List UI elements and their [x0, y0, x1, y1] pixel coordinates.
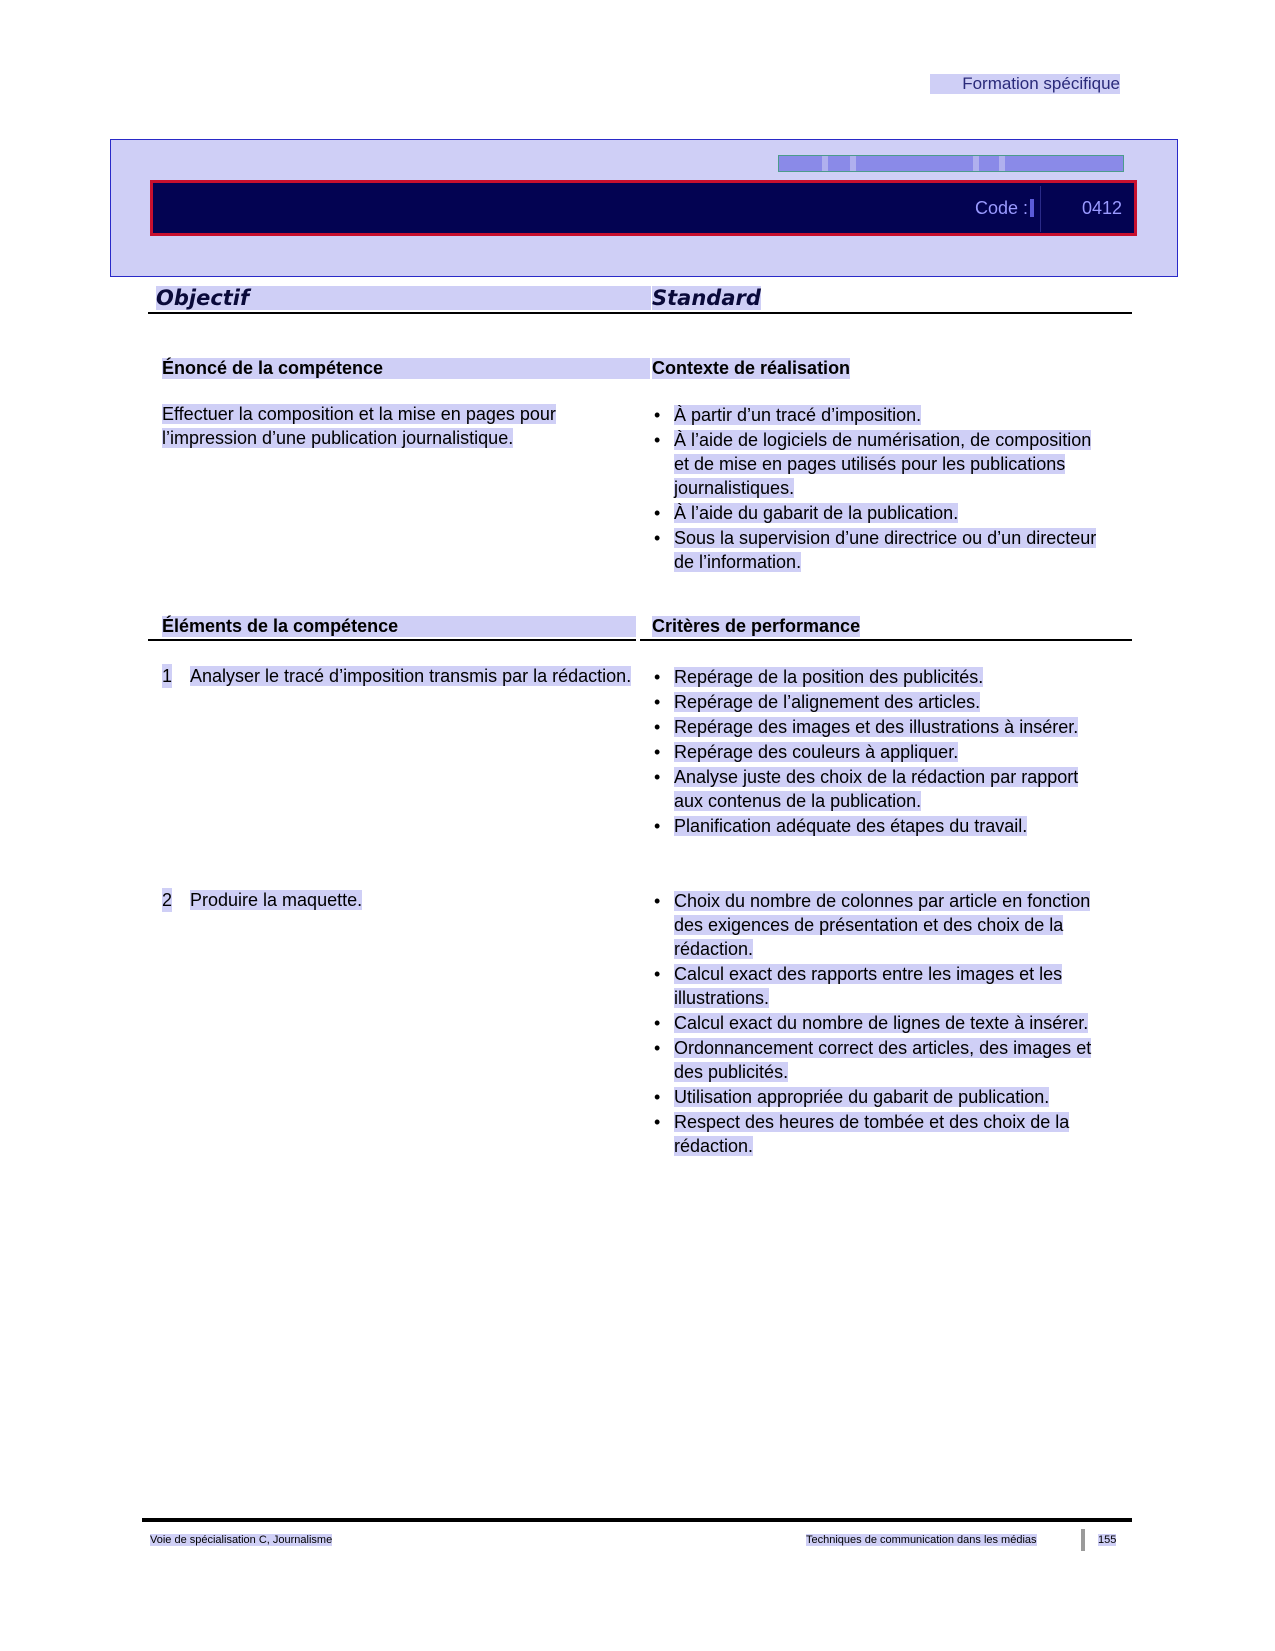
list-item: • Choix du nombre de colonnes par article en fonction des exigences de présentation et des choix de la rédaction. — [654, 891, 1091, 959]
list-item: • À partir d’un tracé d’imposition. — [654, 405, 922, 425]
code-label: Code : — [975, 198, 1029, 218]
competency-code — [972, 198, 1130, 220]
heading-rule — [148, 312, 1132, 314]
standard-heading: Standard — [652, 286, 761, 310]
elements-rule — [148, 639, 636, 641]
list-item: • À l’aide du gabarit de la publication. — [654, 503, 959, 523]
banner-strip — [778, 155, 1124, 172]
list-item: • Repérage de l’alignement des articles. — [654, 692, 981, 712]
element-2 — [162, 888, 642, 912]
statement-text — [162, 402, 650, 450]
context-heading: Contexte de réalisation — [652, 358, 851, 378]
element-1 — [162, 664, 642, 688]
list-item: • Calcul exact des rapports entre les images et les illustrations. — [654, 964, 1063, 1008]
element-text: Analyser le tracé d’imposition transmis par la rédaction. — [190, 666, 632, 686]
list-item: • Sous la supervision d’une directrice ou d’un directeur de l’information. — [654, 528, 1097, 572]
list-item: • À l’aide de logiciels de numérisation, de composition et de mise en pages utilisés pour les publications journalistiques. — [654, 430, 1092, 498]
footer-program: Voie de spécialisation C, Journalisme — [150, 1534, 333, 1546]
criteria-list-1 — [652, 665, 1102, 839]
elements-heading: Éléments de la compétence — [162, 616, 636, 637]
criteria-heading: Critères de performance — [652, 616, 861, 636]
element-number: 1 — [162, 666, 173, 686]
statement-text-line1: Effectuer la composition et la mise en pages pour — [162, 404, 556, 424]
statement-heading: Énoncé de la compétence — [162, 358, 650, 379]
list-item: • Repérage de la position des publicités. — [654, 667, 984, 687]
statement-text-line2: l’impression d’une publication journalistique. — [162, 428, 514, 448]
list-item: • Calcul exact du nombre de lignes de texte à insérer. — [654, 1013, 1089, 1033]
context-list — [652, 403, 1102, 575]
list-item: • Repérage des couleurs à appliquer. — [654, 742, 959, 762]
element-text: Produire la maquette. — [190, 890, 363, 910]
element-number: 2 — [162, 890, 173, 910]
list-item: • Planification adéquate des étapes du travail. — [654, 816, 1028, 836]
code-separator — [1030, 199, 1034, 217]
list-item: • Utilisation appropriée du gabarit de publication. — [654, 1087, 1050, 1107]
criteria-rule — [640, 639, 1132, 641]
section-label: Formation spécifique — [930, 74, 1120, 94]
page-number: 155 — [1098, 1534, 1117, 1546]
list-item: • Analyse juste des choix de la rédaction par rapport aux contenus de la publication. — [654, 767, 1079, 811]
footer-rule — [142, 1518, 1132, 1522]
footer-marker — [1081, 1529, 1085, 1551]
list-item: • Respect des heures de tombée et des choix de la rédaction. — [654, 1112, 1070, 1156]
objective-heading: Objectif — [156, 286, 651, 310]
code-value: 0412 — [1082, 198, 1123, 218]
list-item: • Ordonnancement correct des articles, des images et des publicités. — [654, 1038, 1092, 1082]
footer-title: Techniques de communication dans les médias — [806, 1534, 1037, 1546]
list-item: • Repérage des images et des illustrations à insérer. — [654, 717, 1079, 737]
criteria-list-2 — [652, 889, 1102, 1159]
